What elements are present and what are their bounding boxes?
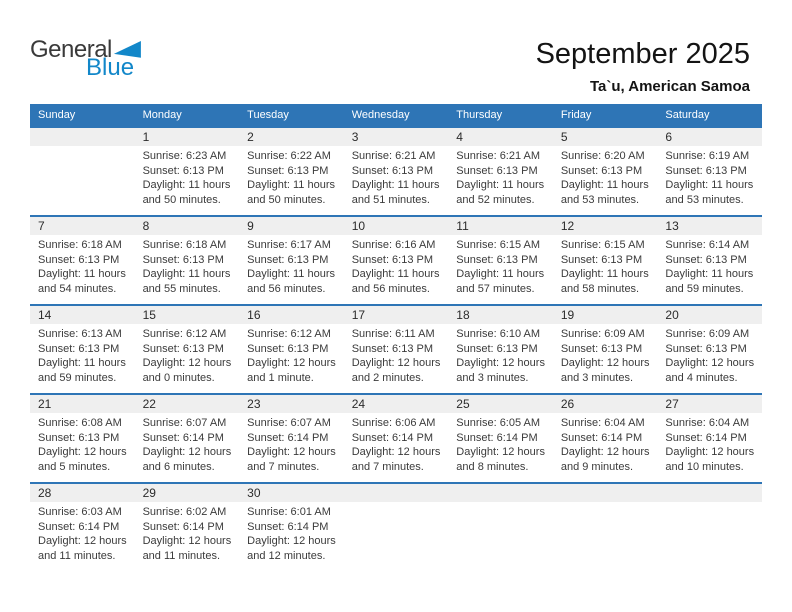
day-cell-7 [30, 235, 135, 304]
day-number-19: 19 [560, 308, 575, 322]
detail-line: Daylight: 12 hours [665, 357, 755, 369]
day-number-20: 20 [665, 308, 679, 322]
detail-line: Sunrise: 6:07 AM [247, 417, 331, 429]
day-number-16: 16 [247, 308, 261, 322]
detail-line: Sunset: 6:14 PM [560, 431, 643, 444]
detail-line: and 59 minutes. [38, 371, 117, 384]
day-header-monday: Monday [142, 109, 182, 121]
day-cell-empty [30, 146, 135, 215]
day-number-10: 10 [351, 219, 366, 233]
detail-line: and 10 minutes. [665, 460, 744, 473]
day-header-wednesday: Wednesday [351, 109, 410, 121]
day-number-14: 14 [38, 308, 52, 322]
detail-line: Sunset: 6:13 PM [456, 253, 538, 266]
logo-text-general: General [30, 36, 112, 63]
detail-line: Sunset: 6:14 PM [351, 431, 434, 444]
detail-line: Sunset: 6:13 PM [142, 164, 224, 177]
detail-line: and 56 minutes. [351, 282, 430, 295]
detail-line: Sunset: 6:14 PM [247, 431, 329, 444]
day-details-row [30, 413, 762, 482]
detail-line: Sunrise: 6:06 AM [351, 417, 436, 429]
day-cell-14 [30, 324, 135, 393]
detail-line: Sunset: 6:13 PM [38, 342, 120, 355]
day-cell-4 [448, 146, 553, 215]
day-cell-17 [344, 324, 449, 393]
week-row-2 [30, 215, 762, 304]
day-cell-26 [553, 413, 658, 482]
detail-line: Sunrise: 6:04 AM [560, 417, 645, 429]
day-number-29: 29 [142, 486, 156, 500]
day-cell-3 [344, 146, 449, 215]
detail-line: Daylight: 12 hours [142, 357, 232, 369]
detail-line: Sunrise: 6:09 AM [665, 328, 750, 340]
detail-line: Daylight: 11 hours [351, 179, 440, 191]
detail-line: Sunrise: 6:07 AM [142, 417, 227, 429]
page-title: September 2025 [535, 38, 750, 70]
week-row-1 [30, 126, 762, 215]
day-cell-25 [448, 413, 553, 482]
detail-line: Sunrise: 6:02 AM [142, 506, 227, 518]
title-block [536, 38, 750, 95]
detail-line: and 11 minutes. [38, 549, 116, 562]
detail-line: Daylight: 11 hours [665, 179, 754, 191]
day-number-strip [30, 484, 762, 502]
logo-text-blue: Blue [86, 54, 135, 81]
detail-line: Daylight: 12 hours [665, 446, 755, 458]
detail-line: Sunrise: 6:01 AM [247, 506, 331, 518]
detail-line: Daylight: 11 hours [560, 179, 649, 191]
detail-line: Daylight: 12 hours [351, 446, 441, 458]
detail-line: Sunset: 6:13 PM [247, 164, 329, 177]
day-number-26: 26 [560, 397, 575, 411]
detail-line: Daylight: 11 hours [247, 268, 335, 280]
detail-line: Daylight: 11 hours [456, 179, 545, 191]
detail-line: Sunset: 6:13 PM [247, 342, 329, 355]
detail-line: Daylight: 12 hours [142, 535, 232, 547]
day-number-30: 30 [247, 486, 261, 500]
detail-line: Daylight: 11 hours [38, 357, 126, 369]
day-cell-1 [135, 146, 240, 215]
day-cell-11 [448, 235, 553, 304]
detail-line: Sunrise: 6:14 AM [665, 239, 750, 251]
detail-line: Sunset: 6:13 PM [142, 342, 224, 355]
day-number-strip [30, 306, 762, 324]
detail-line: and 53 minutes. [560, 193, 640, 206]
week-row-4 [30, 393, 762, 482]
day-cell-20 [657, 324, 762, 393]
detail-line: Sunrise: 6:10 AM [456, 328, 541, 340]
day-number-strip [30, 217, 762, 235]
page-subtitle: Ta`u, American Samoa [589, 78, 750, 95]
detail-line: Sunrise: 6:08 AM [38, 417, 122, 429]
day-number-8: 8 [142, 219, 150, 233]
day-cell-22 [135, 413, 240, 482]
day-number-1: 1 [142, 130, 150, 144]
detail-line: Sunset: 6:13 PM [38, 431, 120, 444]
detail-line: and 7 minutes. [351, 460, 424, 473]
detail-line: and 6 minutes. [142, 460, 215, 473]
day-cell-16 [239, 324, 344, 393]
day-number-3: 3 [351, 130, 359, 144]
day-cell-12 [553, 235, 658, 304]
detail-line: Sunrise: 6:16 AM [351, 239, 436, 251]
detail-line: Sunrise: 6:03 AM [38, 506, 122, 518]
day-number-13: 13 [665, 219, 679, 233]
detail-line: Daylight: 11 hours [456, 268, 545, 280]
day-header-friday: Friday [560, 109, 592, 121]
day-number-9: 9 [247, 219, 254, 233]
detail-line: Sunrise: 6:21 AM [456, 150, 541, 162]
detail-line: Sunset: 6:14 PM [142, 520, 224, 533]
day-number-6: 6 [665, 130, 673, 144]
day-details-row [30, 235, 762, 304]
detail-line: Sunset: 6:13 PM [665, 164, 747, 177]
day-cell-8 [135, 235, 240, 304]
detail-line: Sunset: 6:13 PM [247, 253, 329, 266]
day-cell-9 [239, 235, 344, 304]
detail-line: Sunrise: 6:18 AM [38, 239, 122, 251]
detail-line: and 3 minutes. [456, 371, 529, 384]
detail-line: Daylight: 12 hours [38, 535, 127, 547]
detail-line: Sunset: 6:13 PM [560, 164, 643, 177]
day-cell-empty [448, 502, 553, 571]
calendar [30, 104, 762, 571]
detail-line: and 55 minutes. [142, 282, 221, 295]
detail-line: and 8 minutes. [456, 460, 529, 473]
detail-line: Sunset: 6:13 PM [665, 253, 747, 266]
day-cell-23 [239, 413, 344, 482]
detail-line: Sunset: 6:13 PM [351, 342, 434, 355]
day-number-27: 27 [665, 397, 679, 411]
detail-line: Daylight: 12 hours [247, 446, 336, 458]
detail-line: and 58 minutes. [560, 282, 640, 295]
day-cell-empty [553, 502, 658, 571]
detail-line: and 9 minutes. [560, 460, 633, 473]
day-number-strip [30, 128, 762, 146]
detail-line: and 56 minutes. [247, 282, 326, 295]
detail-line: Daylight: 11 hours [142, 268, 231, 280]
detail-line: Sunset: 6:13 PM [351, 164, 434, 177]
detail-line: Sunrise: 6:12 AM [247, 328, 331, 340]
detail-line: Daylight: 11 hours [665, 268, 754, 280]
detail-line: and 0 minutes. [142, 371, 215, 384]
detail-line: Sunrise: 6:15 AM [560, 239, 645, 251]
detail-line: Sunset: 6:13 PM [142, 253, 224, 266]
detail-line: Sunrise: 6:17 AM [247, 239, 331, 251]
detail-line: Sunset: 6:14 PM [38, 520, 120, 533]
detail-line: and 5 minutes. [38, 460, 111, 473]
day-number-22: 22 [142, 397, 156, 411]
day-header-thursday: Thursday [456, 109, 503, 121]
detail-line: and 59 minutes. [665, 282, 744, 295]
detail-line: Sunset: 6:13 PM [351, 253, 434, 266]
detail-line: Sunset: 6:14 PM [142, 431, 224, 444]
detail-line: Sunrise: 6:19 AM [665, 150, 750, 162]
detail-line: Daylight: 11 hours [38, 268, 126, 280]
day-number-4: 4 [456, 130, 463, 144]
day-cell-15 [135, 324, 240, 393]
day-cell-2 [239, 146, 344, 215]
detail-line: and 57 minutes. [456, 282, 535, 295]
detail-line: Sunrise: 6:22 AM [247, 150, 331, 162]
day-number-21: 21 [38, 397, 52, 411]
detail-line: Daylight: 12 hours [560, 357, 650, 369]
detail-line: and 3 minutes. [560, 371, 633, 384]
day-number-7: 7 [38, 219, 45, 233]
day-number-15: 15 [142, 308, 156, 322]
detail-line: Sunset: 6:14 PM [665, 431, 747, 444]
day-cell-28 [30, 502, 135, 571]
day-cell-19 [553, 324, 658, 393]
detail-line: Sunset: 6:13 PM [560, 342, 643, 355]
detail-line: Sunset: 6:14 PM [247, 520, 329, 533]
day-number-23: 23 [247, 397, 261, 411]
day-header-tuesday: Tuesday [247, 109, 289, 121]
day-cell-21 [30, 413, 135, 482]
detail-line: Daylight: 11 hours [351, 268, 440, 280]
detail-line: Daylight: 12 hours [560, 446, 650, 458]
day-cell-13 [657, 235, 762, 304]
day-cell-empty [657, 502, 762, 571]
detail-line: Daylight: 11 hours [247, 179, 335, 191]
day-cell-10 [344, 235, 449, 304]
day-details-row [30, 502, 762, 571]
day-details-row [30, 146, 762, 215]
day-number-5: 5 [560, 130, 568, 144]
day-number-18: 18 [456, 308, 470, 322]
detail-line: and 11 minutes. [142, 549, 221, 562]
detail-line: Sunset: 6:14 PM [456, 431, 538, 444]
week-row-3 [30, 304, 762, 393]
day-number-25: 25 [456, 397, 470, 411]
detail-line: and 53 minutes. [665, 193, 744, 206]
detail-line: Sunrise: 6:13 AM [38, 328, 122, 340]
detail-line: Daylight: 12 hours [456, 446, 545, 458]
detail-line: Sunrise: 6:20 AM [560, 150, 645, 162]
detail-line: Sunrise: 6:21 AM [351, 150, 436, 162]
detail-line: Sunset: 6:13 PM [665, 342, 747, 355]
detail-line: Sunrise: 6:15 AM [456, 239, 541, 251]
detail-line: and 52 minutes. [456, 193, 535, 206]
day-cell-24 [344, 413, 449, 482]
detail-line: Daylight: 11 hours [142, 179, 231, 191]
weekday-header-row [30, 104, 762, 126]
day-cell-5 [553, 146, 658, 215]
detail-line: Daylight: 12 hours [38, 446, 127, 458]
day-cell-18 [448, 324, 553, 393]
detail-line: Sunset: 6:13 PM [456, 164, 538, 177]
detail-line: and 54 minutes. [38, 282, 117, 295]
day-number-strip [30, 395, 762, 413]
day-number-12: 12 [560, 219, 575, 233]
detail-line: and 12 minutes. [247, 549, 326, 562]
day-number-17: 17 [351, 308, 366, 322]
detail-line: Sunrise: 6:12 AM [142, 328, 227, 340]
day-details-row [30, 324, 762, 393]
detail-line: Daylight: 11 hours [560, 268, 649, 280]
detail-line: Sunrise: 6:05 AM [456, 417, 541, 429]
day-number-24: 24 [351, 397, 366, 411]
detail-line: and 50 minutes. [142, 193, 221, 206]
detail-line: Sunrise: 6:18 AM [142, 239, 227, 251]
day-number-11: 11 [456, 219, 469, 233]
day-cell-30 [239, 502, 344, 571]
day-header-saturday: Saturday [665, 109, 710, 121]
detail-line: Sunrise: 6:09 AM [560, 328, 645, 340]
day-cell-6 [657, 146, 762, 215]
detail-line: Daylight: 12 hours [456, 357, 545, 369]
day-cell-27 [657, 413, 762, 482]
detail-line: Sunset: 6:13 PM [38, 253, 120, 266]
detail-line: and 1 minute. [247, 371, 314, 384]
detail-line: Sunrise: 6:11 AM [351, 328, 435, 340]
detail-line: Sunrise: 6:04 AM [665, 417, 750, 429]
day-cell-empty [344, 502, 449, 571]
detail-line: Sunset: 6:13 PM [560, 253, 643, 266]
day-header-sunday: Sunday [38, 109, 76, 121]
detail-line: Sunrise: 6:23 AM [142, 150, 227, 162]
detail-line: and 51 minutes. [351, 193, 430, 206]
detail-line: Daylight: 12 hours [247, 357, 336, 369]
calendar-grid [30, 126, 762, 571]
detail-line: and 4 minutes. [665, 371, 738, 384]
detail-line: and 7 minutes. [247, 460, 320, 473]
general-blue-logo [30, 38, 141, 79]
detail-line: Daylight: 12 hours [351, 357, 441, 369]
day-cell-29 [135, 502, 240, 571]
detail-line: and 2 minutes. [351, 371, 424, 384]
detail-line: Daylight: 12 hours [247, 535, 336, 547]
day-number-28: 28 [38, 486, 52, 500]
day-number-2: 2 [247, 130, 254, 144]
detail-line: Daylight: 12 hours [142, 446, 232, 458]
detail-line: and 50 minutes. [247, 193, 326, 206]
week-row-5 [30, 482, 762, 571]
detail-line: Sunset: 6:13 PM [456, 342, 538, 355]
